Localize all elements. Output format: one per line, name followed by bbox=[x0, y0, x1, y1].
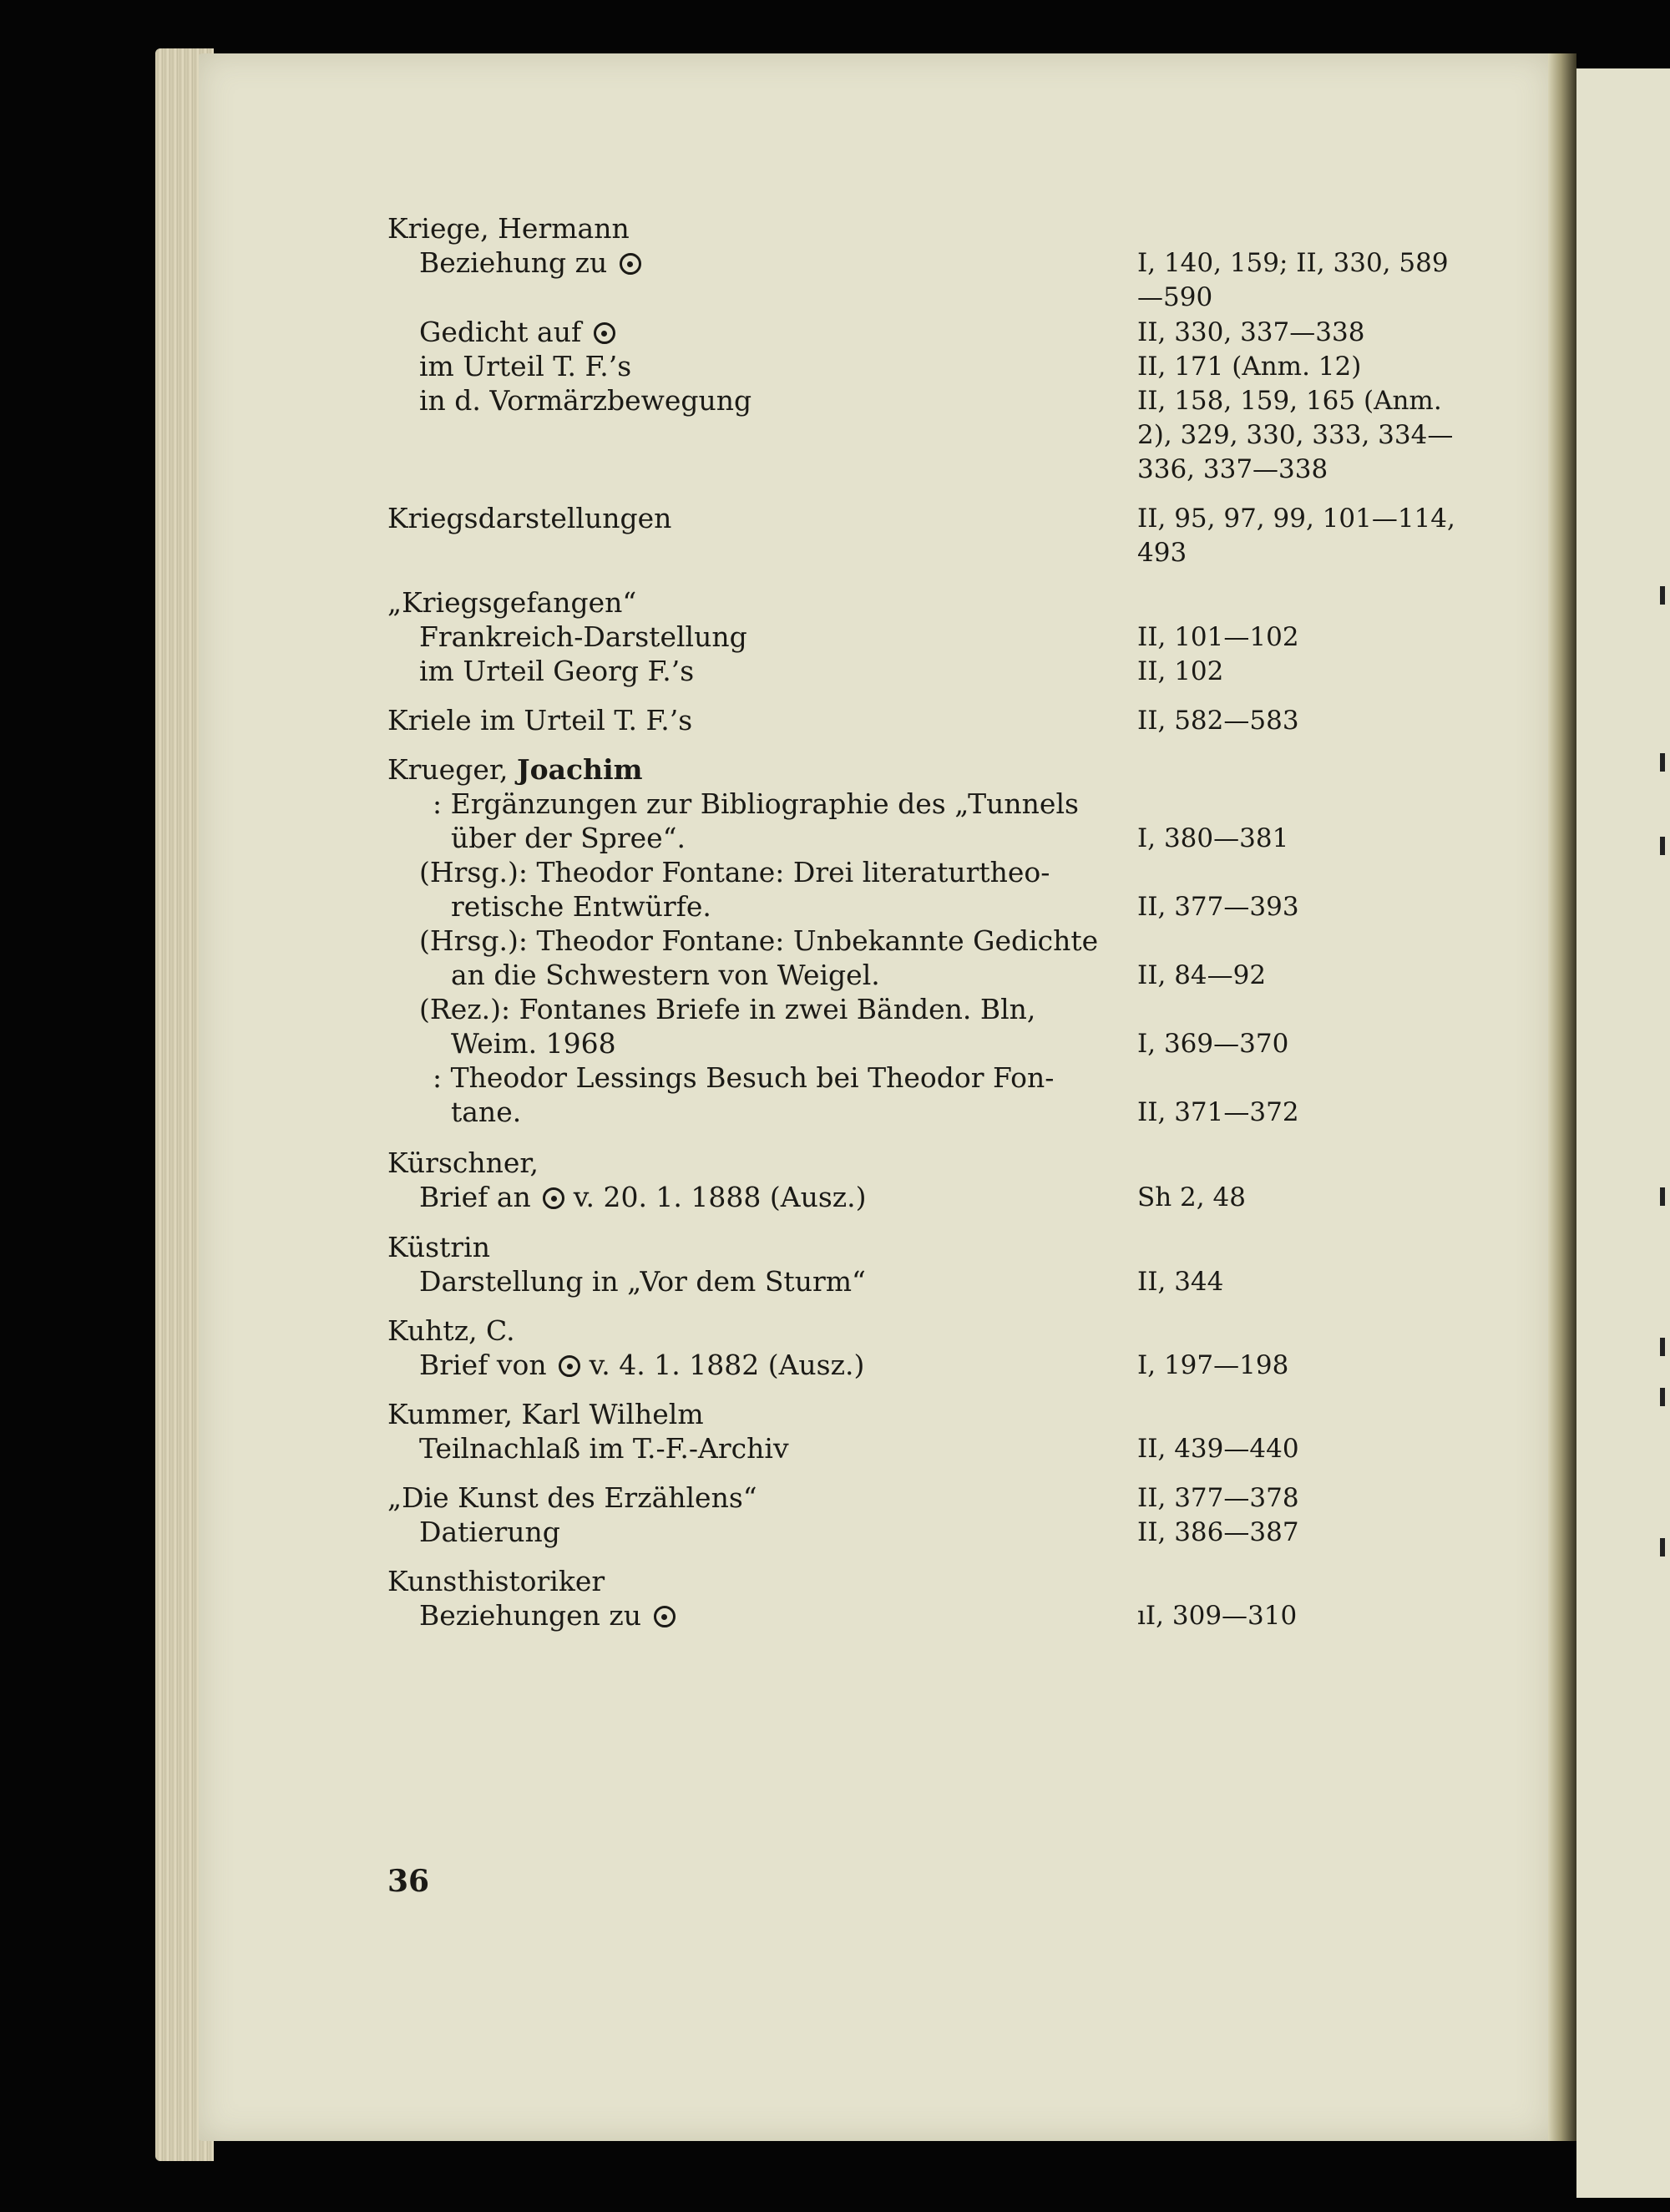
entry-reference: II, 582—583 bbox=[1137, 706, 1299, 736]
entry-subheading: Teilnachlaß im T.-F.-Archiv bbox=[419, 1432, 789, 1465]
circled-dot-icon bbox=[543, 1187, 564, 1209]
entry-heading: Kuhtz, C. bbox=[387, 1314, 515, 1347]
entry-reference: 336, 337—338 bbox=[1137, 454, 1328, 484]
entry-reference: II, 102 bbox=[1137, 656, 1224, 686]
circled-dot-icon bbox=[559, 1355, 580, 1377]
entry-reference: I, 197—198 bbox=[1137, 1350, 1289, 1380]
circled-dot-icon bbox=[654, 1606, 676, 1627]
entry-subheading: in d. Vormärzbewegung bbox=[419, 384, 752, 417]
entry-subheading: Darstellung in „Vor dem Sturm“ bbox=[419, 1265, 866, 1298]
entry-heading: „Die Kunst des Erzählens“ bbox=[387, 1481, 757, 1514]
entry-subheading: an die Schwestern von Weigel. bbox=[451, 959, 880, 991]
entry-reference: II, 330, 337—338 bbox=[1137, 317, 1365, 347]
entry-reference: II, 84—92 bbox=[1137, 960, 1267, 990]
entry-subheading: Beziehung zu bbox=[419, 246, 641, 280]
entry-subheading: im Urteil Georg F.’s bbox=[419, 655, 695, 687]
entry-subheading: Brief an v. 20. 1. 1888 (Ausz.) bbox=[419, 1181, 867, 1213]
circled-dot-icon bbox=[620, 253, 641, 275]
entry-reference: II, 171 (Anm. 12) bbox=[1137, 352, 1362, 382]
entry-reference: 2), 329, 330, 333, 334— bbox=[1137, 420, 1454, 450]
entry-subheading: : Ergänzungen zur Bibliographie des „Tunnels bbox=[433, 787, 1079, 820]
entry-subheading: (Hrsg.): Theodor Fontane: Unbekannte Gedichte bbox=[419, 924, 1099, 957]
entry-heading: Kriegsdarstellungen bbox=[387, 502, 672, 534]
entry-reference: II, 386—387 bbox=[1137, 1517, 1299, 1547]
entry-heading: Kriege, Hermann bbox=[387, 212, 630, 245]
entry-subheading: Gedicht auf bbox=[419, 316, 615, 349]
entry-heading: Kriele im Urteil T. F.’s bbox=[387, 704, 693, 736]
entry-subheading: (Rez.): Fontanes Briefe in zwei Bänden. Bln, bbox=[419, 993, 1036, 1025]
entry-heading: Kummer, Karl Wilhelm bbox=[387, 1398, 704, 1430]
entry-reference: II, 101—102 bbox=[1137, 622, 1299, 652]
entry-subheading: tane. bbox=[451, 1096, 522, 1128]
entry-reference: Sh 2, 48 bbox=[1137, 1182, 1246, 1212]
page-number: 36 bbox=[387, 1864, 430, 1899]
entry-reference: I, 380—381 bbox=[1137, 823, 1289, 853]
entry-heading: Kunsthistoriker bbox=[387, 1565, 605, 1597]
entry-subheading: Brief von v. 4. 1. 1882 (Ausz.) bbox=[419, 1349, 865, 1381]
entry-heading: Küstrin bbox=[387, 1231, 490, 1263]
entry-reference: ıI, 309—310 bbox=[1137, 1601, 1298, 1631]
entry-reference: II, 371—372 bbox=[1137, 1097, 1299, 1127]
entry-subheading: retische Entwürfe. bbox=[451, 890, 711, 923]
entry-subheading: über der Spree“. bbox=[451, 822, 686, 854]
entry-reference: II, 439—440 bbox=[1137, 1434, 1299, 1464]
entry-subheading: : Theodor Lessings Besuch bei Theodor Fon- bbox=[433, 1061, 1055, 1094]
entry-reference: I, 140, 159; II, 330, 589 bbox=[1137, 248, 1449, 278]
entry-reference: II, 344 bbox=[1137, 1267, 1224, 1297]
entry-heading: Kürschner, bbox=[387, 1146, 539, 1179]
entry-reference: 493 bbox=[1137, 538, 1187, 568]
entry-subheading: Beziehungen zu bbox=[419, 1599, 676, 1632]
entry-heading: „Kriegsgefangen“ bbox=[387, 586, 637, 619]
entry-subheading: im Urteil T. F.’s bbox=[419, 350, 632, 382]
entry-reference: II, 377—378 bbox=[1137, 1483, 1299, 1513]
circled-dot-icon bbox=[594, 322, 615, 344]
entry-reference: II, 377—393 bbox=[1137, 892, 1299, 922]
entry-reference: II, 158, 159, 165 (Anm. bbox=[1137, 386, 1442, 416]
entry-heading: Krueger, Joachim bbox=[387, 753, 643, 786]
entry-reference: I, 369—370 bbox=[1137, 1029, 1289, 1059]
entry-subheading: Weim. 1968 bbox=[451, 1027, 616, 1060]
entry-subheading: Datierung bbox=[419, 1516, 560, 1548]
entry-subheading: (Hrsg.): Theodor Fontane: Drei literaturtheo- bbox=[419, 856, 1050, 888]
entry-reference: II, 95, 97, 99, 101—114, bbox=[1137, 504, 1455, 534]
entry-reference: —590 bbox=[1137, 282, 1213, 312]
entry-subheading: Frankreich-Darstellung bbox=[419, 620, 747, 653]
